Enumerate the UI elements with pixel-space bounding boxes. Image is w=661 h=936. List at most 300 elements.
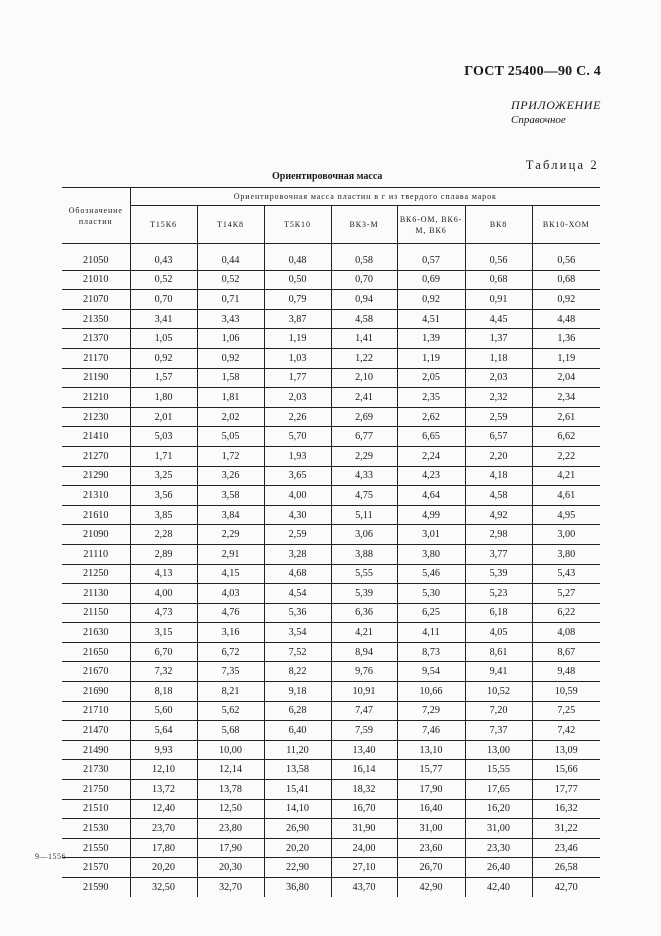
mass-value-cell: 15,66 xyxy=(532,760,600,780)
mass-value-cell: 4,51 xyxy=(397,309,465,329)
mass-value-cell: 6,25 xyxy=(397,603,465,623)
mass-value-cell: 4,03 xyxy=(197,584,264,604)
grade-header: Т15К6 xyxy=(130,206,197,244)
mass-value-cell: 4,68 xyxy=(264,564,331,584)
mass-value-cell: 5,27 xyxy=(532,584,600,604)
mass-value-cell: 7,59 xyxy=(331,721,397,741)
mass-value-cell: 2,22 xyxy=(532,446,600,466)
plate-designation-cell: 21050 xyxy=(62,251,130,270)
mass-value-cell: 3,80 xyxy=(397,544,465,564)
table-row xyxy=(62,505,600,525)
mass-value-cell: 1,58 xyxy=(197,368,264,388)
mass-value-cell: 5,03 xyxy=(130,427,197,447)
mass-value-cell: 5,68 xyxy=(197,721,264,741)
mass-value-cell: 23,70 xyxy=(130,819,197,839)
table-row xyxy=(62,838,600,858)
mass-value-cell: 9,18 xyxy=(264,682,331,702)
table-row xyxy=(62,780,600,800)
plate-designation-cell: 21630 xyxy=(62,623,130,643)
plate-designation-cell: 21350 xyxy=(62,309,130,329)
plate-designation-cell: 21070 xyxy=(62,290,130,310)
mass-value-cell: 20,20 xyxy=(264,838,331,858)
mass-value-cell: 9,93 xyxy=(130,740,197,760)
mass-value-cell: 4,95 xyxy=(532,505,600,525)
mass-value-cell: 4,99 xyxy=(397,505,465,525)
mass-value-cell: 9,41 xyxy=(465,662,532,682)
plate-designation-cell: 21210 xyxy=(62,388,130,408)
mass-value-cell: 42,70 xyxy=(532,878,600,897)
table-row xyxy=(62,290,600,310)
mass-value-cell: 7,35 xyxy=(197,662,264,682)
mass-value-cell: 8,61 xyxy=(465,642,532,662)
table-number-label: Таблица 2 xyxy=(525,158,599,172)
mass-value-cell: 1,41 xyxy=(331,329,397,349)
mass-value-cell: 16,70 xyxy=(331,799,397,819)
mass-value-cell: 2,29 xyxy=(331,446,397,466)
plate-designation-cell: 21190 xyxy=(62,368,130,388)
mass-value-cell: 7,52 xyxy=(264,642,331,662)
mass-value-cell: 8,94 xyxy=(331,642,397,662)
mass-value-cell: 2,34 xyxy=(532,388,600,408)
plate-designation-cell: 21530 xyxy=(62,819,130,839)
plate-designation-cell: 21170 xyxy=(62,348,130,368)
mass-value-cell: 13,10 xyxy=(397,740,465,760)
mass-value-cell: 12,50 xyxy=(197,799,264,819)
mass-value-cell: 0,79 xyxy=(264,290,331,310)
mass-value-cell: 13,00 xyxy=(465,740,532,760)
mass-value-cell: 5,62 xyxy=(197,701,264,721)
mass-value-cell: 7,29 xyxy=(397,701,465,721)
mass-value-cell: 4,61 xyxy=(532,486,600,506)
mass-value-cell: 7,20 xyxy=(465,701,532,721)
table-row xyxy=(62,662,600,682)
mass-value-cell: 12,14 xyxy=(197,760,264,780)
plate-designation-cell: 21130 xyxy=(62,584,130,604)
table-row xyxy=(62,251,600,270)
mass-value-cell: 2,89 xyxy=(130,544,197,564)
mass-value-cell: 2,41 xyxy=(331,388,397,408)
mass-value-cell: 31,22 xyxy=(532,819,600,839)
table-row xyxy=(62,407,600,427)
mass-value-cell: 4,76 xyxy=(197,603,264,623)
table-row xyxy=(62,270,600,290)
mass-value-cell: 7,46 xyxy=(397,721,465,741)
mass-value-cell: 1,93 xyxy=(264,446,331,466)
mass-value-cell: 5,36 xyxy=(264,603,331,623)
mass-value-cell: 32,50 xyxy=(130,878,197,897)
mass-value-cell: 4,58 xyxy=(331,309,397,329)
plate-designation-cell: 21090 xyxy=(62,525,130,545)
table-row xyxy=(62,858,600,878)
mass-value-cell: 22,90 xyxy=(264,858,331,878)
mass-value-cell: 0,92 xyxy=(532,290,600,310)
mass-value-cell: 4,73 xyxy=(130,603,197,623)
mass-value-cell: 5,64 xyxy=(130,721,197,741)
appendix-block xyxy=(511,98,601,126)
mass-value-cell: 42,90 xyxy=(397,878,465,897)
mass-value-cell: 4,30 xyxy=(264,505,331,525)
mass-value-cell: 16,20 xyxy=(465,799,532,819)
appendix-sub: Справочное xyxy=(511,114,566,126)
mass-value-cell: 2,59 xyxy=(465,407,532,427)
mass-value-cell: 2,01 xyxy=(130,407,197,427)
mass-value-cell: 3,58 xyxy=(197,486,264,506)
mass-value-cell: 2,32 xyxy=(465,388,532,408)
plate-designation-cell: 21410 xyxy=(62,427,130,447)
mass-value-cell: 2,02 xyxy=(197,407,264,427)
mass-value-cell: 0,68 xyxy=(532,270,600,290)
mass-value-cell: 11,20 xyxy=(264,740,331,760)
mass-value-cell: 9,76 xyxy=(331,662,397,682)
mass-value-cell: 6,62 xyxy=(532,427,600,447)
mass-value-cell: 14,10 xyxy=(264,799,331,819)
table-row xyxy=(62,486,600,506)
mass-value-cell: 4,15 xyxy=(197,564,264,584)
mass-value-cell: 1,19 xyxy=(264,329,331,349)
mass-value-cell: 10,91 xyxy=(331,682,397,702)
mass-value-cell: 13,40 xyxy=(331,740,397,760)
mass-value-cell: 4,21 xyxy=(532,466,600,486)
mass-value-cell: 20,30 xyxy=(197,858,264,878)
mass-value-cell: 31,90 xyxy=(331,819,397,839)
mass-value-cell: 0,92 xyxy=(130,348,197,368)
mass-value-cell: 23,60 xyxy=(397,838,465,858)
plate-designation-cell: 21250 xyxy=(62,564,130,584)
mass-value-cell: 4,00 xyxy=(130,584,197,604)
mass-value-cell: 1,06 xyxy=(197,329,264,349)
grade-header: ВК6-ОМ, ВК6-М, ВК6 xyxy=(397,206,465,244)
mass-value-cell: 3,85 xyxy=(130,505,197,525)
mass-value-cell: 3,26 xyxy=(197,466,264,486)
mass-value-cell: 24,00 xyxy=(331,838,397,858)
mass-value-cell: 43,70 xyxy=(331,878,397,897)
mass-value-cell: 6,28 xyxy=(264,701,331,721)
grade-header: ВК8 xyxy=(465,206,532,244)
mass-value-cell: 20,20 xyxy=(130,858,197,878)
mass-value-cell: 4,05 xyxy=(465,623,532,643)
grade-header: ВК10-ХОМ xyxy=(532,206,600,244)
table-row xyxy=(62,701,600,721)
mass-value-cell: 0,52 xyxy=(197,270,264,290)
table-row xyxy=(62,878,600,897)
mass-value-cell: 7,37 xyxy=(465,721,532,741)
mass-value-cell: 42,40 xyxy=(465,878,532,897)
mass-value-cell: 0,44 xyxy=(197,251,264,270)
plate-designation-cell: 21310 xyxy=(62,486,130,506)
mass-value-cell: 3,80 xyxy=(532,544,600,564)
mass-value-cell: 8,21 xyxy=(197,682,264,702)
mass-value-cell: 0,70 xyxy=(130,290,197,310)
mass-value-cell: 8,18 xyxy=(130,682,197,702)
mass-value-cell: 10,52 xyxy=(465,682,532,702)
mass-value-cell: 0,57 xyxy=(397,251,465,270)
mass-value-cell: 27,10 xyxy=(331,858,397,878)
mass-value-cell: 8,22 xyxy=(264,662,331,682)
mass-value-cell: 2,98 xyxy=(465,525,532,545)
mass-value-cell: 9,48 xyxy=(532,662,600,682)
mass-value-cell: 5,46 xyxy=(397,564,465,584)
mass-value-cell: 4,33 xyxy=(331,466,397,486)
mass-value-cell: 6,36 xyxy=(331,603,397,623)
mass-value-cell: 17,65 xyxy=(465,780,532,800)
table-row xyxy=(62,348,600,368)
mass-value-cell: 1,22 xyxy=(331,348,397,368)
mass-value-cell: 3,77 xyxy=(465,544,532,564)
mass-value-cell: 10,59 xyxy=(532,682,600,702)
table-row xyxy=(62,740,600,760)
mass-value-cell: 3,43 xyxy=(197,309,264,329)
grade-header: Т14К8 xyxy=(197,206,264,244)
mass-value-cell: 8,67 xyxy=(532,642,600,662)
appendix-label: ПРИЛОЖЕНИЕ xyxy=(511,98,601,112)
mass-value-cell: 26,58 xyxy=(532,858,600,878)
mass-value-cell: 1,57 xyxy=(130,368,197,388)
plate-designation-cell: 21370 xyxy=(62,329,130,349)
mass-value-cell: 4,08 xyxy=(532,623,600,643)
table-row xyxy=(62,721,600,741)
table-row xyxy=(62,388,600,408)
mass-value-cell: 32,70 xyxy=(197,878,264,897)
mass-value-cell: 4,75 xyxy=(331,486,397,506)
mass-value-cell: 1,72 xyxy=(197,446,264,466)
grade-header: Т5К10 xyxy=(264,206,331,244)
mass-value-cell: 1,03 xyxy=(264,348,331,368)
mass-value-cell: 17,77 xyxy=(532,780,600,800)
mass-value-cell: 5,30 xyxy=(397,584,465,604)
table-row xyxy=(62,584,600,604)
mass-value-cell: 4,45 xyxy=(465,309,532,329)
mass-value-cell: 0,48 xyxy=(264,251,331,270)
table-row xyxy=(62,799,600,819)
plate-designation-cell: 21690 xyxy=(62,682,130,702)
mass-value-cell: 4,23 xyxy=(397,466,465,486)
table-title: Ориентировочная масса xyxy=(272,171,383,182)
mass-value-cell: 0,70 xyxy=(331,270,397,290)
mass-value-cell: 2,62 xyxy=(397,407,465,427)
mass-value-cell: 3,41 xyxy=(130,309,197,329)
mass-value-cell: 15,77 xyxy=(397,760,465,780)
plate-designation-cell: 21590 xyxy=(83,881,109,893)
mass-value-cell: 7,42 xyxy=(532,721,600,741)
plate-designation-cell: 21290 xyxy=(62,466,130,486)
mass-value-cell: 1,81 xyxy=(197,388,264,408)
mass-value-cell: 3,87 xyxy=(264,309,331,329)
mass-value-cell: 0,58 xyxy=(331,251,397,270)
mass-value-cell: 5,43 xyxy=(532,564,600,584)
mass-value-cell: 0,71 xyxy=(197,290,264,310)
mass-value-cell: 7,47 xyxy=(331,701,397,721)
mass-table xyxy=(62,187,600,897)
grade-header: ВК3-М xyxy=(331,206,397,244)
mass-value-cell: 6,65 xyxy=(397,427,465,447)
table-row xyxy=(62,642,600,662)
table-row xyxy=(62,544,600,564)
footer-note: 9—1556 xyxy=(35,852,66,861)
mass-value-cell: 0,69 xyxy=(397,270,465,290)
mass-value-cell: 4,18 xyxy=(465,466,532,486)
mass-value-cell: 5,70 xyxy=(264,427,331,447)
mass-value-cell: 2,10 xyxy=(331,368,397,388)
mass-value-cell: 1,36 xyxy=(532,329,600,349)
mass-value-cell: 4,21 xyxy=(331,623,397,643)
mass-value-cell: 3,16 xyxy=(197,623,264,643)
plate-designation-cell: 21230 xyxy=(62,407,130,427)
mass-value-cell: 1,77 xyxy=(264,368,331,388)
plate-designation-cell: 21470 xyxy=(62,721,130,741)
mass-value-cell: 3,88 xyxy=(331,544,397,564)
mass-value-cell: 12,10 xyxy=(130,760,197,780)
mass-value-cell: 6,57 xyxy=(465,427,532,447)
table-row xyxy=(62,525,600,545)
mass-value-cell: 2,24 xyxy=(397,446,465,466)
plate-designation-cell: 21730 xyxy=(62,760,130,780)
mass-value-cell: 3,54 xyxy=(264,623,331,643)
mass-value-cell: 31,00 xyxy=(397,819,465,839)
mass-value-cell: 31,00 xyxy=(465,819,532,839)
mass-value-cell: 4,00 xyxy=(264,486,331,506)
table-row xyxy=(62,603,600,623)
plate-designation-cell: 21010 xyxy=(62,270,130,290)
mass-value-cell: 12,40 xyxy=(130,799,197,819)
mass-value-cell: 1,37 xyxy=(465,329,532,349)
mass-value-cell: 3,00 xyxy=(532,525,600,545)
plate-designation-cell: 21670 xyxy=(62,662,130,682)
mass-value-cell: 0,52 xyxy=(130,270,197,290)
mass-value-cell: 0,91 xyxy=(465,290,532,310)
mass-value-cell: 3,15 xyxy=(130,623,197,643)
table-row xyxy=(62,329,600,349)
mass-value-cell: 26,70 xyxy=(397,858,465,878)
mass-value-cell: 0,50 xyxy=(264,270,331,290)
mass-value-cell: 4,64 xyxy=(397,486,465,506)
mass-value-cell: 2,26 xyxy=(264,407,331,427)
mass-value-cell: 15,55 xyxy=(465,760,532,780)
mass-value-cell: 5,60 xyxy=(130,701,197,721)
plate-designation-cell: 21570 xyxy=(62,858,130,878)
mass-value-cell: 3,56 xyxy=(130,486,197,506)
mass-value-cell: 4,58 xyxy=(465,486,532,506)
standard-page-header: ГОСТ 25400—90 С. 4 xyxy=(464,64,601,79)
plate-designation-cell: 21490 xyxy=(62,740,130,760)
mass-value-cell: 16,14 xyxy=(331,760,397,780)
mass-value-cell: 0,92 xyxy=(397,290,465,310)
mass-value-cell: 4,11 xyxy=(397,623,465,643)
mass-value-cell: 8,73 xyxy=(397,642,465,662)
mass-value-cell: 23,80 xyxy=(197,819,264,839)
mass-value-cell: 2,03 xyxy=(264,388,331,408)
table-row xyxy=(62,623,600,643)
table-row xyxy=(62,368,600,388)
mass-value-cell: 1,18 xyxy=(465,348,532,368)
mass-value-cell: 2,20 xyxy=(465,446,532,466)
mass-value-cell: 26,90 xyxy=(264,819,331,839)
mass-value-cell: 2,35 xyxy=(397,388,465,408)
mass-value-cell: 3,28 xyxy=(264,544,331,564)
mass-value-cell: 0,56 xyxy=(532,251,600,270)
mass-value-cell: 5,23 xyxy=(465,584,532,604)
mass-value-cell: 0,94 xyxy=(331,290,397,310)
mass-value-cell: 9,54 xyxy=(397,662,465,682)
mass-value-cell: 4,48 xyxy=(532,309,600,329)
mass-value-cell: 4,92 xyxy=(465,505,532,525)
mass-value-cell: 6,18 xyxy=(465,603,532,623)
plate-designation-cell: 21610 xyxy=(62,505,130,525)
mass-value-cell: 7,25 xyxy=(532,701,600,721)
mass-value-cell: 18,32 xyxy=(331,780,397,800)
table-row xyxy=(62,466,600,486)
designation-header: Обозначение пластин xyxy=(62,188,130,244)
mass-value-cell: 0,43 xyxy=(130,251,197,270)
table-row xyxy=(62,309,600,329)
mass-value-cell: 4,13 xyxy=(130,564,197,584)
table-row xyxy=(62,427,600,447)
mass-value-cell: 2,03 xyxy=(465,368,532,388)
mass-value-cell: 17,90 xyxy=(197,838,264,858)
plate-designation-cell: 21550 xyxy=(62,838,130,858)
mass-value-cell: 1,80 xyxy=(130,388,197,408)
mass-value-cell: 6,40 xyxy=(264,721,331,741)
mass-value-cell: 2,61 xyxy=(532,407,600,427)
mass-value-cell: 3,65 xyxy=(264,466,331,486)
mass-value-cell: 5,55 xyxy=(331,564,397,584)
mass-value-cell: 5,39 xyxy=(465,564,532,584)
mass-value-cell: 5,39 xyxy=(331,584,397,604)
mass-value-cell: 2,29 xyxy=(197,525,264,545)
table-row xyxy=(62,446,600,466)
mass-value-cell: 6,72 xyxy=(197,642,264,662)
mass-value-cell: 3,01 xyxy=(397,525,465,545)
mass-value-cell: 4,54 xyxy=(264,584,331,604)
header-spacer-row xyxy=(62,244,600,252)
mass-value-cell: 1,19 xyxy=(532,348,600,368)
mass-value-cell: 6,22 xyxy=(532,603,600,623)
mass-value-cell: 6,70 xyxy=(130,642,197,662)
mass-value-cell: 17,90 xyxy=(397,780,465,800)
mass-value-cell: 13,09 xyxy=(532,740,600,760)
mass-value-cell: 26,40 xyxy=(465,858,532,878)
plate-designation-cell: 21650 xyxy=(62,642,130,662)
group-header: Ориентировочная масса пластин в г из твердого сплава марок xyxy=(130,188,600,206)
plate-designation-cell: 21270 xyxy=(62,446,130,466)
mass-value-cell: 0,68 xyxy=(465,270,532,290)
mass-value-cell: 10,00 xyxy=(197,740,264,760)
table-row xyxy=(62,682,600,702)
mass-value-cell: 13,78 xyxy=(197,780,264,800)
mass-value-cell: 1,05 xyxy=(130,329,197,349)
mass-value-cell: 1,39 xyxy=(397,329,465,349)
mass-value-cell: 5,05 xyxy=(197,427,264,447)
mass-value-cell: 5,11 xyxy=(331,505,397,525)
mass-value-cell: 16,40 xyxy=(397,799,465,819)
plate-designation-cell: 21110 xyxy=(62,544,130,564)
mass-value-cell: 2,05 xyxy=(397,368,465,388)
mass-value-cell: 2,91 xyxy=(197,544,264,564)
mass-value-cell: 0,92 xyxy=(197,348,264,368)
plate-designation-cell: 21510 xyxy=(62,799,130,819)
plate-designation-cell: 21150 xyxy=(62,603,130,623)
mass-value-cell: 17,80 xyxy=(130,838,197,858)
mass-value-cell: 1,19 xyxy=(397,348,465,368)
mass-value-cell: 13,72 xyxy=(130,780,197,800)
mass-value-cell: 3,84 xyxy=(197,505,264,525)
mass-value-cell: 3,06 xyxy=(331,525,397,545)
mass-value-cell: 1,71 xyxy=(130,446,197,466)
mass-value-cell: 23,46 xyxy=(532,838,600,858)
table-row xyxy=(62,819,600,839)
table-row xyxy=(62,760,600,780)
table-row xyxy=(62,564,600,584)
mass-value-cell: 13,58 xyxy=(264,760,331,780)
